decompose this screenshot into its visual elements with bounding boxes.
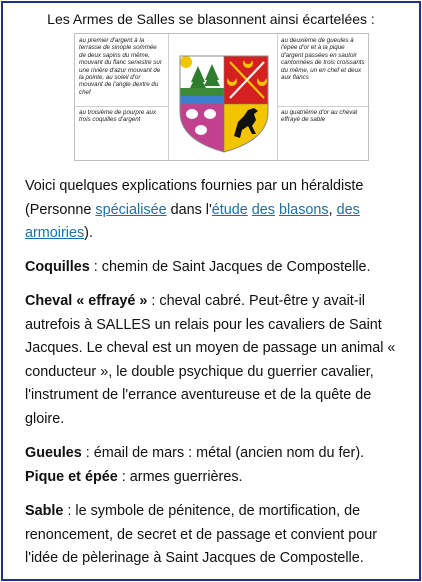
table-divider [277,106,370,107]
definition-cheval [25,290,397,431]
blazon-quarter-1: au premier d'argent à la terrasse de sinople sommée de deux sapins du même, mouvant du flanc senestre sur une rivière d'azur mouvant de la pointe, au soleil d'or mouvant de l'angle dextre du chef [79,37,162,96]
definition-pique [25,466,397,490]
table-divider [75,106,168,107]
blazon-quarter-2: au deuxième de gueules à l'épée d'or et à la pique d'argent passées en sautoir cantonnées de trois croissants du même, un en chef et deux aux flancs [281,37,365,82]
table-divider [168,34,169,160]
def-coquilles: : chemin de Saint Jacques de Compostelle. [89,259,371,275]
intro-text: , [328,201,337,218]
page-frame [1,1,421,581]
term-coquilles: Coquilles [25,259,90,275]
def-gueules: : émail de mars : métal (ancien nom du fer). [81,445,365,461]
coat-of-arms-image [178,54,270,154]
page-title: Les Armes de Salles se blasonnent ainsi écartelées : [47,11,375,27]
definition-coquilles [25,256,397,280]
definition-sable [25,500,397,571]
term-pique: Pique et épée [25,469,118,485]
blazon-table [74,33,369,161]
intro-text: Voici quelques explications fournies par un héraldiste (Personne [25,178,364,218]
blazon-quarter-4: au quatrième d'or au cheval effrayé de sable [281,109,358,124]
definition-gueules [25,442,397,466]
table-divider [277,34,278,160]
term-cheval: Cheval « effrayé » [25,293,148,309]
link-des[interactable]: des [251,201,275,218]
def-pique: : armes guerrières. [117,469,243,485]
def-cheval: : cheval cabré. Peut-être y avait-il autrefois à SALLES un relais pour les cavaliers de Saint Jacques. Le cheval est un moyen de passage un animal « conducteur », le double psychique du guerrier cavalier, l'instrument de l'errance aventureuse et de la quête de gloire. [25,293,396,427]
link-etude[interactable]: étude [211,201,248,218]
link-armoiries[interactable]: des armoiries [25,201,360,241]
term-gueules: Gueules [25,445,82,461]
blazon-quarter-3: au troisième de pourpre aux trois coquilles d'argent [79,109,157,124]
intro-text: dans l' [166,201,212,218]
term-sable: Sable [25,503,64,519]
intro-paragraph [25,175,397,246]
link-specialisee[interactable]: spécialisée [95,201,167,218]
intro-text: ). [84,225,93,241]
def-sable: : le symbole de pénitence, de mortification, de renoncement, de secret et de passage et convient pour l'idée de pèlerinage à Saint Jacques de Compostelle. [25,503,377,566]
link-blasons[interactable]: blasons [278,201,329,218]
